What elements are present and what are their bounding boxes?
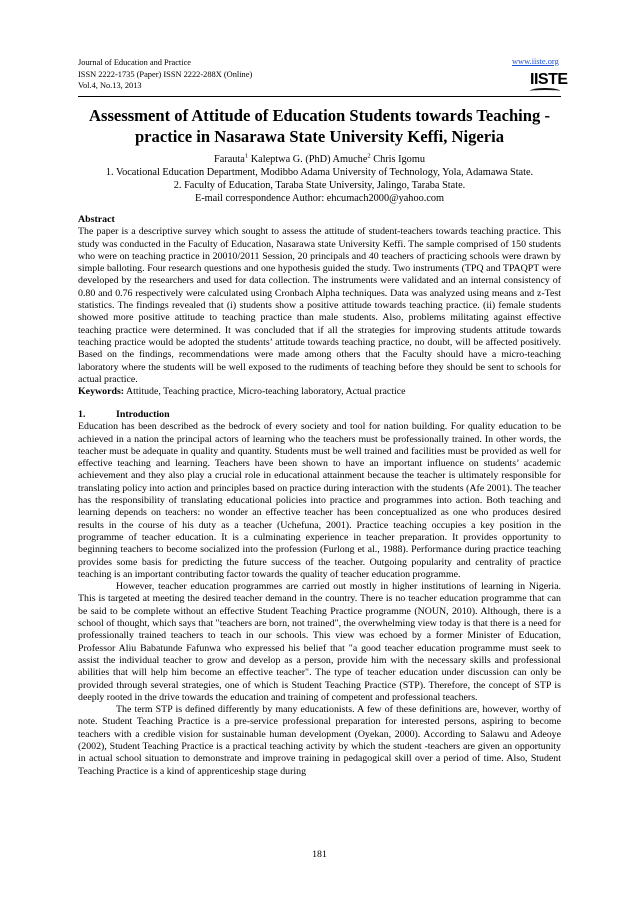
affiliation-1: 1. Vocational Education Department, Modibbo Adama University of Technology, Yola, Adamawa State. [105,167,534,178]
journal-url-link[interactable]: www.iiste.org [512,57,559,66]
introduction-section [78,409,561,778]
author-3-name: Chris Igomu [370,154,425,165]
section-heading [78,409,561,421]
intro-paragraph-2: However, teacher education programmes are carried out mostly in higher institutions of learning in Nigeria. This is targeted at meeting the desired teacher demand in the country. There is no teacher education programme that can be said to be complete without an effective Student Teaching Practice programme (NOUN, 2010). Although, there is a school of thought, which says that "teachers are born, not trained", the overwhelming view today is that there is a need for professionally trained teachers to teach in our schools. This view was echoed by a former Minister of Education, Professor Aliu Babatunde Fafunwa who expressed his belief that "a good teacher education programme must seek to assist the individual teacher to grow and develop as a person, provide him with the necessary skills and professional abilities that will help him become an effective teacher". The type of teacher education under discussion can only be provided through several strategies, one of which is Student Teaching Practice (STP). Therefore, the concept of STP is deeply rooted in the drive towards the education and training of competent and professional teachers. [78,581,561,703]
logo-text: IISTE [530,71,568,88]
intro-paragraph-3: The term STP is defined differently by many educationists. A few of these definitions are, however, worthy of note. Student Teaching Practice is a pre-service professional preparation for interested persons, aspiring to become teachers with a credible vision for sustainable human development (Oyekan, 2000). According to Salawu and Adeoye (2002), Student Teaching Practice is a practical teaching activity by which the student -teachers are given an opportunity in actual school situation to demonstrate and improve training in pedagogical skill over a period of time. Also, Student Teaching Practice is a kind of apprenticeship stage during [78,704,561,777]
header-rule [78,96,561,97]
author-1-name: Farauta [214,154,245,165]
keywords [78,386,561,398]
journal-header [78,57,252,92]
affiliation-2: 2. Faculty of Education, Taraba State University, Jalingo, Taraba State. [173,180,466,191]
journal-issn: ISSN 2222-1735 (Paper) ISSN 2222-288X (Online) [78,69,253,79]
page-number: 181 [312,849,327,860]
keywords-list: Attitude, Teaching practice, Micro-teaching laboratory, Actual practice [124,386,406,398]
author-2-name: Kaleptwa G. (PhD) Amuche [248,154,368,165]
correspondence-email: E-mail correspondence Author: ehcumach2000@yahoo.com [194,193,445,204]
logo-arc [530,88,560,94]
section-number: 1. [78,409,86,420]
author-1-sup: 1 [244,152,249,160]
abstract-text: The paper is a descriptive survey which sought to assess the attitude of student-teachers towards teaching practice. This study was conducted in the Faculty of Education, Nasarawa state University Keffi. The sample comprised of 150 students who were on teaching practice in 20010/2011 Session, 20 principals and 40 teachers of practicing schools were drawn by simple balloting. Four research questions and one hypothesis guided the study. Two instruments (TPQ and TPAQPT were developed by the researchers and used for data collection. The instruments were validated and an internal consistency of 0.80 and 0.76 respectively were calculated using Cronbach Alpha techniques. Data was analyzed using means and z-Test statistics. The findings revealed that (i) students show a positive attitude towards teaching practice. (ii) female students showed more positive attitude to teaching practice than male students. Also, problems militating against effective teaching practice were determined. It was concluded that if all the strategies for improving students attitude towards teaching practice would be adopted the students’ attitude towards teaching practice, no doubt, will be affected positively. Based on the findings, recommendations were made among others that the Faculty should have a micro-teaching laboratory where the students will be well exposed to the rudiments of teaching before they should be sent to schools for actual practice. [78,226,561,385]
section-title: Introduction [116,409,170,420]
abstract-section [78,214,561,398]
journal-name: Journal of Education and Practice [78,58,192,67]
keywords-label: Keywords: [78,386,125,398]
paper-title: Assessment of Attitude of Education Students towards Teaching - practice in Nasarawa State University Keffi, Nigeria [89,106,550,146]
author-block [78,153,561,205]
iiste-logo [530,69,568,92]
author-2-sup: 2 [367,152,371,160]
journal-volume: Vol.4, No.13, 2013 [78,81,142,91]
author-names [78,153,561,166]
intro-paragraph-1: Education has been described as the bedrock of every society and tool for nation building. For quality education to be achieved in a nation the principal actors of learning who the teachers must be professionally trained. In other words, the teacher must be adequate in quality and quantity. Students must be well trained and facilities must be provided as well for effective teaching and learning. Teachers have been shown to have an important influence on students’ academic achievement and they also play a crucial role in educational attainment because the teacher is ultimately responsible for translating policy into action and principles based on practice during interaction with the students (Afe 2001). The teacher has the responsibility of translating educational policies into practice and programmes into action. Both teaching and learning depends on teachers: no wonder an effective teacher has been conceptualized as one who produces desired results in the course of his duty as a teacher (Uchefuna, 2001). Practice teaching occupies a key position in the programme of teacher education. It is a culminating experience in teacher preparation. It provides opportunity to beginning teachers to become socialized into the profession (Furlong et al., 1988). Performance during practice teaching provides some basis for predicting the future success of the teacher. Outgoing popularity and centrality of practice teaching is an important contributing factor towards the quality of teacher education programme. [78,421,561,580]
abstract-heading: Abstract [78,214,115,225]
